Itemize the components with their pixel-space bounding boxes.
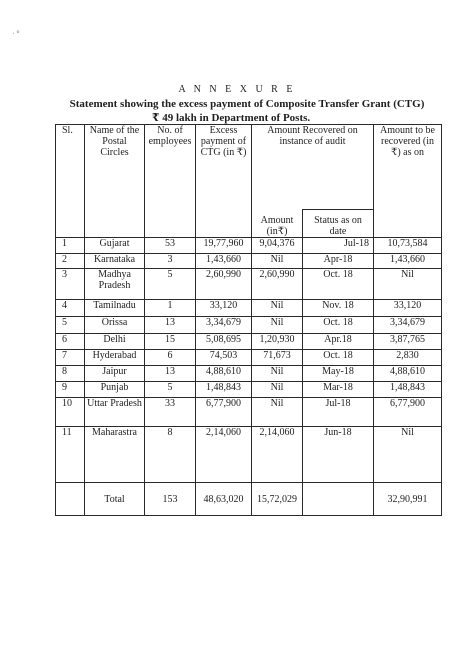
sl-cell: 11 (56, 427, 85, 483)
annexure-heading: A N N E X U R E (178, 84, 296, 95)
recovered-amount-cell: Nil (252, 317, 303, 334)
recovered-amount-cell: Nil (252, 398, 303, 427)
table-row (56, 382, 442, 398)
sl-cell: 7 (56, 350, 85, 366)
employees-cell: 13 (145, 366, 196, 382)
balance-cell: Nil (374, 269, 442, 300)
circle-name: Uttar Pradesh (85, 398, 145, 427)
total-employees: 153 (145, 483, 196, 516)
employees-cell: 13 (145, 317, 196, 334)
balance-cell: 3,34,679 (374, 317, 442, 334)
recovered-amount-cell: Nil (252, 300, 303, 317)
recovered-amount-cell: Nil (252, 366, 303, 382)
header-postal-circle: Name of the Postal Circles (85, 125, 145, 238)
status-cell: Mar-18 (303, 382, 374, 398)
table-header-row (56, 125, 442, 210)
recovered-amount-cell: 1,20,930 (252, 334, 303, 350)
employees-cell: 33 (145, 398, 196, 427)
balance-cell: 4,88,610 (374, 366, 442, 382)
header-status: Status as on date (303, 210, 374, 238)
sl-cell: 9 (56, 382, 85, 398)
ctg-cell: 1,48,843 (196, 382, 252, 398)
circle-name: Maharastra (85, 427, 145, 483)
circle-name: Tamilnadu (85, 300, 145, 317)
recovered-amount-cell: 71,673 (252, 350, 303, 366)
status-cell: Jun-18 (303, 427, 374, 483)
total-ctg: 48,63,020 (196, 483, 252, 516)
recovered-amount-cell: Nil (252, 382, 303, 398)
recovery-table (55, 124, 442, 516)
sl-cell: 10 (56, 398, 85, 427)
sl-cell: 6 (56, 334, 85, 350)
status-cell: Apr-18 (303, 254, 374, 269)
table-row (56, 269, 442, 300)
status-cell: Jul-18 (303, 398, 374, 427)
table-row (56, 254, 442, 269)
header-excess-payment: Excess payment of CTG (in ₹) (196, 125, 252, 238)
total-amount: 15,72,029 (252, 483, 303, 516)
table-row (56, 366, 442, 382)
recovered-amount-cell: 2,14,060 (252, 427, 303, 483)
ctg-cell: 2,14,060 (196, 427, 252, 483)
statement-title: Statement showing the excess payment of Composite Transfer Grant (CTG) (69, 98, 425, 110)
table-total-row (56, 483, 442, 516)
table-row (56, 398, 442, 427)
sl-cell: 4 (56, 300, 85, 317)
employees-cell: 8 (145, 427, 196, 483)
employees-cell: 5 (145, 382, 196, 398)
ctg-cell: 4,88,610 (196, 366, 252, 382)
employees-cell: 53 (145, 238, 196, 254)
table-row (56, 334, 442, 350)
circle-name: Hyderabad (85, 350, 145, 366)
page-corner-mark: ·∘ (10, 25, 23, 39)
total-balance: 32,90,991 (374, 483, 442, 516)
circle-name: Karnataka (85, 254, 145, 269)
balance-cell: 1,48,843 (374, 382, 442, 398)
balance-cell: Nil (374, 427, 442, 483)
ctg-cell: 5,08,695 (196, 334, 252, 350)
sl-cell: 8 (56, 366, 85, 382)
table-row (56, 427, 442, 483)
sl-cell: 5 (56, 317, 85, 334)
circle-name: Punjab (85, 382, 145, 398)
ctg-cell: 1,43,660 (196, 254, 252, 269)
circle-name: Jaipur (85, 366, 145, 382)
ctg-cell: 33,120 (196, 300, 252, 317)
balance-cell: 3,87,765 (374, 334, 442, 350)
header-amount: Amount (in₹) (252, 210, 303, 238)
balance-cell: 2,830 (374, 350, 442, 366)
circle-name: Gujarat (85, 238, 145, 254)
table-row (56, 350, 442, 366)
circle-name: Delhi (85, 334, 145, 350)
ctg-cell: 6,77,900 (196, 398, 252, 427)
employees-cell: 5 (145, 269, 196, 300)
header-amount-to-recover: Amount to be recovered (in ₹) as on (374, 125, 442, 238)
sl-cell: 2 (56, 254, 85, 269)
header-employees: No. of employees (145, 125, 196, 238)
balance-cell: 6,77,900 (374, 398, 442, 427)
balance-cell: 1,43,660 (374, 254, 442, 269)
table-row (56, 317, 442, 334)
circle-name: Madhya Pradesh (85, 269, 145, 300)
header-sl: Sl. (56, 125, 85, 238)
status-cell: Nov. 18 (303, 300, 374, 317)
balance-cell: 10,73,584 (374, 238, 442, 254)
table-row (56, 238, 442, 254)
recovered-amount-cell: Nil (252, 254, 303, 269)
status-cell: Oct. 18 (303, 269, 374, 300)
table-body (56, 238, 442, 483)
employees-cell: 15 (145, 334, 196, 350)
status-cell: Jul-18 (303, 238, 374, 254)
status-cell: Oct. 18 (303, 350, 374, 366)
sl-cell: 3 (56, 269, 85, 300)
status-cell: Oct. 18 (303, 317, 374, 334)
header-amount-recovered: Amount Recovered on instance of audit (252, 125, 374, 210)
employees-cell: 3 (145, 254, 196, 269)
statement-subtitle: ₹ 49 lakh in Department of Posts. (151, 112, 311, 124)
total-status (303, 483, 374, 516)
ctg-cell: 19,77,960 (196, 238, 252, 254)
sl-cell: 1 (56, 238, 85, 254)
table-row (56, 300, 442, 317)
circle-name: Orissa (85, 317, 145, 334)
recovered-amount-cell: 2,60,990 (252, 269, 303, 300)
total-sl-cell (56, 483, 85, 516)
ctg-cell: 2,60,990 (196, 269, 252, 300)
balance-cell: 33,120 (374, 300, 442, 317)
status-cell: Apr.18 (303, 334, 374, 350)
employees-cell: 6 (145, 350, 196, 366)
ctg-cell: 3,34,679 (196, 317, 252, 334)
recovered-amount-cell: 9,04,376 (252, 238, 303, 254)
status-cell: May-18 (303, 366, 374, 382)
total-label: Total (85, 483, 145, 516)
ctg-cell: 74,503 (196, 350, 252, 366)
employees-cell: 1 (145, 300, 196, 317)
